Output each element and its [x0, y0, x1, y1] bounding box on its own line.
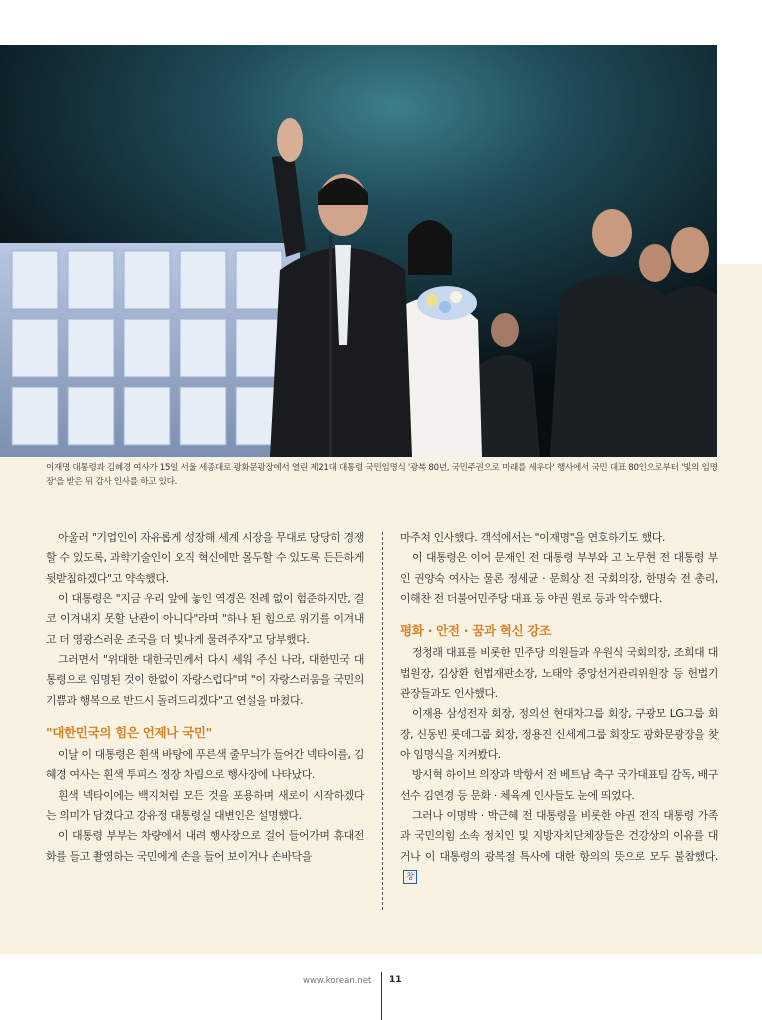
paragraph: 흰색 넥타이에는 백지처럼 모든 것을 포용하며 새로이 시작하겠다는 의미가 담겼다고 강유정 대통령실 대변인은 설명했다. — [46, 788, 364, 823]
section-heading: "대한민국의 힘은 언제나 국민" — [46, 725, 212, 741]
paragraph: 그러면서 "위대한 대한국민께서 다시 세워 주신 나라, 대한민국 대통령으로 임명된 것이 한없이 자랑스럽다"며 "이 자랑스러움을 국민의 기쁨과 행복으로 반드시 돌려드리겠다"고 연설을 마쳤다. — [46, 653, 364, 707]
column-divider — [382, 532, 383, 910]
paragraph: 이재용 삼성전자 회장, 정의선 현대차그룹 회장, 구광모 LG그룹 회장, 신동빈 롯데그룹 회장, 정용진 신세계그룹 회장도 광화문광장을 찾아 임명식을 지켜봤다. — [400, 707, 718, 762]
paragraph — [400, 806, 718, 887]
event-photo — [0, 45, 717, 457]
paragraph: 아울러 "기업인이 자유롭게 성장해 세계 시장을 무대로 당당히 경쟁할 수 있도록, 과학기술인이 오직 혁신에만 몰두할 수 있도록 든든하게 뒷받침하겠다"고 약속했다. — [46, 531, 364, 585]
paragraph: 방시혁 하이브 의장과 박항서 전 베트남 축구 국가대표팀 감독, 배구선수 김연경 등 문화 · 체육계 인사들도 눈에 띄었다. — [400, 768, 718, 802]
paragraph: 이 대통령은 이어 문재인 전 대통령 부부와 고 노무현 전 대통령 부인 권양숙 여사는 물론 정세균 · 문희상 전 국회의장, 한명숙 전 총리, 이해찬 전 더불어민주당 대표 등 야권 원로 등과 악수했다. — [400, 551, 718, 606]
paragraph: 이 대통령은 "지금 우리 앞에 놓인 역경은 전례 없이 험준하지만, 결코 이겨내지 못할 난관이 아니다"라며 "하나 된 힘으로 위기를 이겨내고 더 영광스러운 조국을 더 빛나게 물려주자"고 당부했다. — [46, 592, 364, 646]
section-heading: 평화 · 안전 · 꿈과 혁신 강조 — [400, 623, 551, 639]
footer-divider — [381, 972, 382, 1020]
paragraph: 이 대통령 부부는 차량에서 내려 행사장으로 걸어 들어가며 휴대전화를 들고 촬영하는 국민에게 손을 들어 보이거나 손바닥을 — [46, 829, 364, 863]
paragraph: 이날 이 대통령은 흰색 바탕에 푸른색 줄무늬가 들어간 넥타이를, 김혜경 여사는 흰색 투피스 정장 차림으로 행사장에 나타났다. — [46, 748, 364, 782]
page-number: 11 — [389, 975, 402, 985]
end-mark-icon: 창 — [403, 870, 417, 884]
paragraph: 마주쳐 인사했다. 객석에서는 "이재명"을 연호하기도 했다. — [400, 531, 666, 544]
photo-caption: 이재명 대통령과 김혜경 여사가 15일 서울 세종대로 광화문광장에서 열린 제21대 대통령 국민임명식 '광복 80년, 국민주권으로 미래를 세우다' 행사에서 국민 대표 80인으로부터 '빛의 임명장'을 받은 뒤 감사 인사를 하고 있다. — [46, 463, 718, 487]
article-column-right — [400, 528, 718, 888]
footer-url: www.korean.net — [303, 976, 372, 986]
article-column-left — [46, 528, 364, 867]
paragraph-text: 그러나 이명박 · 박근혜 전 대통령을 비롯한 야권 전직 대통령 가족과 국민의힘 소속 정치인 및 지방자치단체장들은 건강상의 이유를 대거나 이 대통령의 광복절 특사에 대한 항의의 뜻으로 모두 불참했다. — [400, 809, 718, 863]
paragraph: 정청래 대표를 비롯한 민주당 의원들과 우원식 국회의장, 조희대 대법원장, 김상환 헌법재판소장, 노태악 중앙선거관리위원장 등 헌법기관장들과도 인사했다. — [400, 646, 718, 701]
